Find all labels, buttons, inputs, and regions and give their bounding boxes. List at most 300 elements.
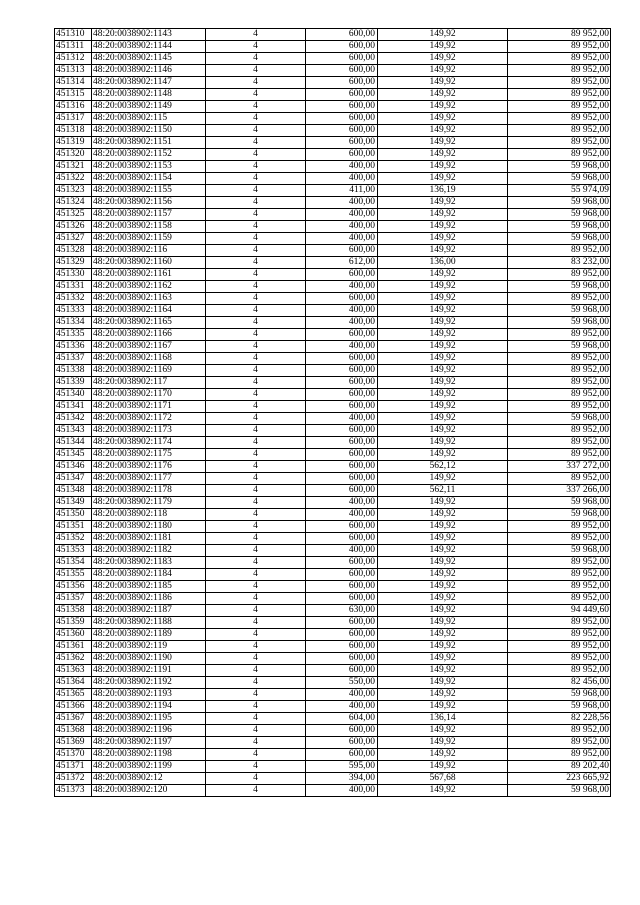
area-cell: 600,00 (306, 329, 378, 341)
area-cell: 600,00 (306, 617, 378, 629)
cadastral-number-cell: 48:20:0038902:1148 (92, 89, 206, 101)
rate-cell: 136,00 (378, 257, 508, 269)
area-cell: 400,00 (306, 785, 378, 797)
cadastral-number-cell: 48:20:0038902:1193 (92, 689, 206, 701)
area-cell: 600,00 (306, 461, 378, 473)
cost-cell: 89 952,00 (508, 521, 611, 533)
category-cell: 4 (206, 449, 306, 461)
cadastral-number-cell: 48:20:0038902:1157 (92, 209, 206, 221)
area-cell: 600,00 (306, 377, 378, 389)
rate-cell: 149,92 (378, 557, 508, 569)
cost-cell: 89 952,00 (508, 437, 611, 449)
rate-cell: 149,92 (378, 605, 508, 617)
row-number-cell: 451347 (55, 473, 92, 485)
cadastral-number-cell: 48:20:0038902:120 (92, 785, 206, 797)
table-row (55, 125, 611, 137)
cadastral-number-cell: 48:20:0038902:116 (92, 245, 206, 257)
cost-cell: 89 952,00 (508, 569, 611, 581)
area-cell: 400,00 (306, 305, 378, 317)
row-number-cell: 451352 (55, 533, 92, 545)
rate-cell: 149,92 (378, 689, 508, 701)
table-row (55, 281, 611, 293)
parcel-table (54, 28, 611, 797)
area-cell: 612,00 (306, 257, 378, 269)
rate-cell: 149,92 (378, 665, 508, 677)
category-cell: 4 (206, 329, 306, 341)
cadastral-number-cell: 48:20:0038902:1165 (92, 317, 206, 329)
cost-cell: 337 266,00 (508, 485, 611, 497)
table-row (55, 269, 611, 281)
row-number-cell: 451328 (55, 245, 92, 257)
cadastral-number-cell: 48:20:0038902:1167 (92, 341, 206, 353)
cost-cell: 89 952,00 (508, 473, 611, 485)
cadastral-number-cell: 48:20:0038902:1178 (92, 485, 206, 497)
cost-cell: 89 952,00 (508, 725, 611, 737)
category-cell: 4 (206, 437, 306, 449)
cadastral-number-cell: 48:20:0038902:1158 (92, 221, 206, 233)
row-number-cell: 451351 (55, 521, 92, 533)
cost-cell: 89 952,00 (508, 329, 611, 341)
area-cell: 600,00 (306, 533, 378, 545)
category-cell: 4 (206, 473, 306, 485)
cost-cell: 89 952,00 (508, 365, 611, 377)
rate-cell: 149,92 (378, 569, 508, 581)
category-cell: 4 (206, 221, 306, 233)
category-cell: 4 (206, 425, 306, 437)
row-number-cell: 451345 (55, 449, 92, 461)
row-number-cell: 451344 (55, 437, 92, 449)
cadastral-number-cell: 48:20:0038902:1176 (92, 461, 206, 473)
category-cell: 4 (206, 641, 306, 653)
rate-cell: 149,92 (378, 245, 508, 257)
cadastral-number-cell: 48:20:0038902:1189 (92, 629, 206, 641)
cost-cell: 89 952,00 (508, 449, 611, 461)
cadastral-number-cell: 48:20:0038902:1177 (92, 473, 206, 485)
area-cell: 400,00 (306, 497, 378, 509)
cadastral-number-cell: 48:20:0038902:1188 (92, 617, 206, 629)
area-cell: 600,00 (306, 149, 378, 161)
cadastral-number-cell: 48:20:0038902:118 (92, 509, 206, 521)
row-number-cell: 451354 (55, 557, 92, 569)
cost-cell: 89 952,00 (508, 149, 611, 161)
category-cell: 4 (206, 89, 306, 101)
cadastral-number-cell: 48:20:0038902:1161 (92, 269, 206, 281)
category-cell: 4 (206, 209, 306, 221)
area-cell: 600,00 (306, 653, 378, 665)
table-row (55, 725, 611, 737)
area-cell: 550,00 (306, 677, 378, 689)
row-number-cell: 451373 (55, 785, 92, 797)
table-row (55, 461, 611, 473)
rate-cell: 149,92 (378, 641, 508, 653)
rate-cell: 136,14 (378, 713, 508, 725)
row-number-cell: 451356 (55, 581, 92, 593)
cost-cell: 59 968,00 (508, 173, 611, 185)
rate-cell: 149,92 (378, 113, 508, 125)
category-cell: 4 (206, 353, 306, 365)
category-cell: 4 (206, 161, 306, 173)
row-number-cell: 451372 (55, 773, 92, 785)
area-cell: 600,00 (306, 629, 378, 641)
area-cell: 600,00 (306, 353, 378, 365)
cadastral-number-cell: 48:20:0038902:1185 (92, 581, 206, 593)
cost-cell: 89 952,00 (508, 653, 611, 665)
row-number-cell: 451364 (55, 677, 92, 689)
rate-cell: 149,92 (378, 509, 508, 521)
cadastral-number-cell: 48:20:0038902:1196 (92, 725, 206, 737)
rate-cell: 149,92 (378, 269, 508, 281)
table-row (55, 509, 611, 521)
category-cell: 4 (206, 785, 306, 797)
row-number-cell: 451343 (55, 425, 92, 437)
table-row (55, 53, 611, 65)
rate-cell: 149,92 (378, 161, 508, 173)
rate-cell: 149,92 (378, 581, 508, 593)
table-row (55, 521, 611, 533)
category-cell: 4 (206, 497, 306, 509)
area-cell: 400,00 (306, 281, 378, 293)
cadastral-number-cell: 48:20:0038902:1153 (92, 161, 206, 173)
rate-cell: 149,92 (378, 449, 508, 461)
category-cell: 4 (206, 65, 306, 77)
table-row (55, 761, 611, 773)
category-cell: 4 (206, 233, 306, 245)
area-cell: 600,00 (306, 569, 378, 581)
cadastral-number-cell: 48:20:0038902:1160 (92, 257, 206, 269)
cost-cell: 59 968,00 (508, 701, 611, 713)
table-row (55, 353, 611, 365)
category-cell: 4 (206, 761, 306, 773)
table-row (55, 77, 611, 89)
rate-cell: 149,92 (378, 521, 508, 533)
cost-cell: 89 952,00 (508, 101, 611, 113)
row-number-cell: 451336 (55, 341, 92, 353)
row-number-cell: 451346 (55, 461, 92, 473)
table-row (55, 365, 611, 377)
category-cell: 4 (206, 413, 306, 425)
area-cell: 604,00 (306, 713, 378, 725)
category-cell: 4 (206, 713, 306, 725)
row-number-cell: 451331 (55, 281, 92, 293)
cost-cell: 59 968,00 (508, 689, 611, 701)
area-cell: 600,00 (306, 89, 378, 101)
cadastral-number-cell: 48:20:0038902:12 (92, 773, 206, 785)
cost-cell: 59 968,00 (508, 209, 611, 221)
table-row (55, 713, 611, 725)
table-row (55, 773, 611, 785)
cadastral-number-cell: 48:20:0038902:1145 (92, 53, 206, 65)
cost-cell: 94 449,60 (508, 605, 611, 617)
table-row (55, 545, 611, 557)
row-number-cell: 451361 (55, 641, 92, 653)
table-row (55, 293, 611, 305)
area-cell: 400,00 (306, 545, 378, 557)
rate-cell: 149,92 (378, 329, 508, 341)
category-cell: 4 (206, 653, 306, 665)
table-row (55, 689, 611, 701)
rate-cell: 149,92 (378, 305, 508, 317)
category-cell: 4 (206, 173, 306, 185)
table-row (55, 497, 611, 509)
cost-cell: 59 968,00 (508, 785, 611, 797)
category-cell: 4 (206, 197, 306, 209)
cadastral-number-cell: 48:20:0038902:1191 (92, 665, 206, 677)
cost-cell: 59 968,00 (508, 545, 611, 557)
cost-cell: 59 968,00 (508, 161, 611, 173)
cost-cell: 59 968,00 (508, 233, 611, 245)
category-cell: 4 (206, 377, 306, 389)
cadastral-number-cell: 48:20:0038902:1144 (92, 41, 206, 53)
table-row (55, 341, 611, 353)
category-cell: 4 (206, 581, 306, 593)
table-row (55, 653, 611, 665)
cost-cell: 89 952,00 (508, 245, 611, 257)
area-cell: 411,00 (306, 185, 378, 197)
area-cell: 600,00 (306, 113, 378, 125)
cadastral-number-cell: 48:20:0038902:115 (92, 113, 206, 125)
cost-cell: 55 974,09 (508, 185, 611, 197)
rate-cell: 149,92 (378, 365, 508, 377)
category-cell: 4 (206, 521, 306, 533)
cost-cell: 59 968,00 (508, 305, 611, 317)
rate-cell: 136,19 (378, 185, 508, 197)
area-cell: 600,00 (306, 485, 378, 497)
cost-cell: 223 665,92 (508, 773, 611, 785)
rate-cell: 149,92 (378, 101, 508, 113)
cost-cell: 59 968,00 (508, 341, 611, 353)
rate-cell: 149,92 (378, 545, 508, 557)
category-cell: 4 (206, 41, 306, 53)
area-cell: 600,00 (306, 125, 378, 137)
row-number-cell: 451314 (55, 77, 92, 89)
cost-cell: 89 952,00 (508, 617, 611, 629)
cadastral-number-cell: 48:20:0038902:1154 (92, 173, 206, 185)
row-number-cell: 451335 (55, 329, 92, 341)
table-row (55, 749, 611, 761)
rate-cell: 149,92 (378, 53, 508, 65)
cost-cell: 89 952,00 (508, 401, 611, 413)
area-cell: 600,00 (306, 473, 378, 485)
category-cell: 4 (206, 725, 306, 737)
row-number-cell: 451324 (55, 197, 92, 209)
area-cell: 400,00 (306, 701, 378, 713)
row-number-cell: 451359 (55, 617, 92, 629)
row-number-cell: 451311 (55, 41, 92, 53)
cost-cell: 89 952,00 (508, 749, 611, 761)
table-row (55, 329, 611, 341)
row-number-cell: 451329 (55, 257, 92, 269)
table-row (55, 113, 611, 125)
rate-cell: 149,92 (378, 353, 508, 365)
table-row (55, 701, 611, 713)
table-row (55, 533, 611, 545)
cost-cell: 89 952,00 (508, 353, 611, 365)
area-cell: 400,00 (306, 173, 378, 185)
cadastral-number-cell: 48:20:0038902:1151 (92, 137, 206, 149)
table-row (55, 209, 611, 221)
area-cell: 595,00 (306, 761, 378, 773)
cadastral-number-cell: 48:20:0038902:1156 (92, 197, 206, 209)
rate-cell: 149,92 (378, 125, 508, 137)
cost-cell: 89 952,00 (508, 425, 611, 437)
category-cell: 4 (206, 77, 306, 89)
cost-cell: 89 202,40 (508, 761, 611, 773)
rate-cell: 149,92 (378, 749, 508, 761)
category-cell: 4 (206, 113, 306, 125)
row-number-cell: 451332 (55, 293, 92, 305)
row-number-cell: 451312 (55, 53, 92, 65)
area-cell: 400,00 (306, 197, 378, 209)
table-row (55, 785, 611, 797)
area-cell: 400,00 (306, 413, 378, 425)
rate-cell: 562,11 (378, 485, 508, 497)
area-cell: 600,00 (306, 665, 378, 677)
rate-cell: 149,92 (378, 197, 508, 209)
table-row (55, 569, 611, 581)
cadastral-number-cell: 48:20:0038902:1199 (92, 761, 206, 773)
row-number-cell: 451317 (55, 113, 92, 125)
table-row (55, 233, 611, 245)
area-cell: 630,00 (306, 605, 378, 617)
rate-cell: 149,92 (378, 29, 508, 41)
row-number-cell: 451321 (55, 161, 92, 173)
cadastral-number-cell: 48:20:0038902:1169 (92, 365, 206, 377)
cost-cell: 89 952,00 (508, 65, 611, 77)
cost-cell: 89 952,00 (508, 581, 611, 593)
cadastral-number-cell: 48:20:0038902:1184 (92, 569, 206, 581)
row-number-cell: 451310 (55, 29, 92, 41)
cadastral-number-cell: 48:20:0038902:1174 (92, 437, 206, 449)
cadastral-number-cell: 48:20:0038902:1197 (92, 737, 206, 749)
table-row (55, 41, 611, 53)
rate-cell: 149,92 (378, 209, 508, 221)
area-cell: 400,00 (306, 341, 378, 353)
row-number-cell: 451325 (55, 209, 92, 221)
category-cell: 4 (206, 689, 306, 701)
category-cell: 4 (206, 101, 306, 113)
cadastral-number-cell: 48:20:0038902:1195 (92, 713, 206, 725)
rate-cell: 149,92 (378, 473, 508, 485)
area-cell: 600,00 (306, 41, 378, 53)
category-cell: 4 (206, 29, 306, 41)
cost-cell: 89 952,00 (508, 593, 611, 605)
cadastral-number-cell: 48:20:0038902:119 (92, 641, 206, 653)
row-number-cell: 451333 (55, 305, 92, 317)
row-number-cell: 451341 (55, 401, 92, 413)
category-cell: 4 (206, 149, 306, 161)
rate-cell: 149,92 (378, 725, 508, 737)
cost-cell: 89 952,00 (508, 737, 611, 749)
cadastral-number-cell: 48:20:0038902:1149 (92, 101, 206, 113)
row-number-cell: 451363 (55, 665, 92, 677)
cadastral-number-cell: 48:20:0038902:1179 (92, 497, 206, 509)
cadastral-number-cell: 48:20:0038902:1147 (92, 77, 206, 89)
cost-cell: 59 968,00 (508, 413, 611, 425)
table-row (55, 305, 611, 317)
table-row (55, 413, 611, 425)
cadastral-number-cell: 48:20:0038902:1198 (92, 749, 206, 761)
category-cell: 4 (206, 305, 306, 317)
rate-cell: 149,92 (378, 425, 508, 437)
rate-cell: 149,92 (378, 677, 508, 689)
area-cell: 394,00 (306, 773, 378, 785)
cost-cell: 89 952,00 (508, 137, 611, 149)
category-cell: 4 (206, 617, 306, 629)
cost-cell: 89 952,00 (508, 41, 611, 53)
category-cell: 4 (206, 257, 306, 269)
cost-cell: 89 952,00 (508, 665, 611, 677)
cadastral-number-cell: 48:20:0038902:1171 (92, 401, 206, 413)
rate-cell: 567,68 (378, 773, 508, 785)
table-row (55, 65, 611, 77)
row-number-cell: 451320 (55, 149, 92, 161)
area-cell: 600,00 (306, 521, 378, 533)
table-row (55, 617, 611, 629)
cost-cell: 89 952,00 (508, 293, 611, 305)
rate-cell: 149,92 (378, 377, 508, 389)
table-row (55, 677, 611, 689)
rate-cell: 149,92 (378, 437, 508, 449)
area-cell: 600,00 (306, 101, 378, 113)
rate-cell: 149,92 (378, 233, 508, 245)
area-cell: 600,00 (306, 593, 378, 605)
rate-cell: 149,92 (378, 65, 508, 77)
row-number-cell: 451327 (55, 233, 92, 245)
table-row (55, 317, 611, 329)
table-row (55, 557, 611, 569)
category-cell: 4 (206, 557, 306, 569)
cost-cell: 89 952,00 (508, 113, 611, 125)
table-row (55, 197, 611, 209)
cost-cell: 89 952,00 (508, 557, 611, 569)
row-number-cell: 451350 (55, 509, 92, 521)
cadastral-number-cell: 48:20:0038902:1159 (92, 233, 206, 245)
category-cell: 4 (206, 341, 306, 353)
category-cell: 4 (206, 737, 306, 749)
cadastral-number-cell: 48:20:0038902:1143 (92, 29, 206, 41)
rate-cell: 149,92 (378, 653, 508, 665)
category-cell: 4 (206, 53, 306, 65)
area-cell: 600,00 (306, 401, 378, 413)
cost-cell: 89 952,00 (508, 77, 611, 89)
area-cell: 400,00 (306, 221, 378, 233)
category-cell: 4 (206, 701, 306, 713)
cadastral-number-cell: 48:20:0038902:1166 (92, 329, 206, 341)
table-row (55, 437, 611, 449)
cadastral-number-cell: 48:20:0038902:1150 (92, 125, 206, 137)
table-row (55, 629, 611, 641)
area-cell: 600,00 (306, 365, 378, 377)
row-number-cell: 451355 (55, 569, 92, 581)
row-number-cell: 451367 (55, 713, 92, 725)
cost-cell: 59 968,00 (508, 221, 611, 233)
table-row (55, 173, 611, 185)
table-row (55, 449, 611, 461)
cadastral-number-cell: 48:20:0038902:1173 (92, 425, 206, 437)
cost-cell: 89 952,00 (508, 53, 611, 65)
row-number-cell: 451319 (55, 137, 92, 149)
row-number-cell: 451322 (55, 173, 92, 185)
category-cell: 4 (206, 245, 306, 257)
row-number-cell: 451369 (55, 737, 92, 749)
area-cell: 600,00 (306, 77, 378, 89)
rate-cell: 149,92 (378, 317, 508, 329)
cost-cell: 89 952,00 (508, 29, 611, 41)
row-number-cell: 451340 (55, 389, 92, 401)
rate-cell: 149,92 (378, 137, 508, 149)
category-cell: 4 (206, 569, 306, 581)
row-number-cell: 451370 (55, 749, 92, 761)
